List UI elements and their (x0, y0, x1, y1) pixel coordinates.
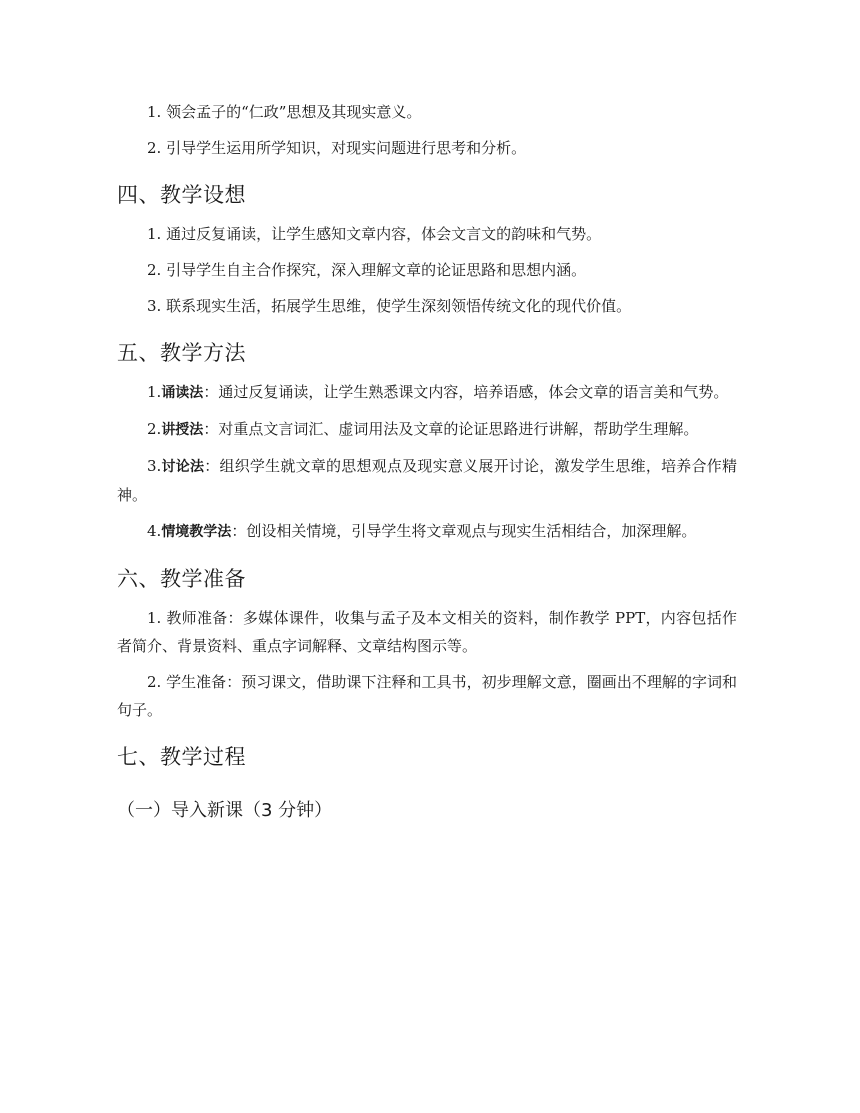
method-term: 讲授法 (161, 422, 204, 438)
method-term: 情境教学法 (161, 524, 232, 540)
preparation-item-1: 1. 教师准备：多媒体课件，收集与孟子及本文相关的资料，制作教学 PPT，内容包括作者简介、背景资料、重点字词解释、文章结构图示等。 (117, 609, 737, 655)
section-heading-teaching-methods: 五、教学方法 (117, 341, 246, 365)
document-content (117, 98, 737, 826)
concept-item-2: 2. 引导学生自主合作探究，深入理解文章的论证思路和思想内涵。 (147, 261, 587, 279)
method-num: 1. (147, 383, 162, 401)
method-text: ：对重点文言词汇、虚词用法及文章的论证思路进行讲解，帮助学生理解。 (203, 420, 699, 438)
method-item-2 (117, 415, 737, 444)
section-heading-teaching-preparation: 六、教学准备 (117, 567, 246, 591)
objective-item-2: 2. 引导学生运用所学知识，对现实问题进行思考和分析。 (147, 139, 527, 157)
method-num: 2. (147, 420, 162, 438)
method-item-3 (117, 452, 737, 509)
objective-item-1: 1. 领会孟子的“仁政”思想及其现实意义。 (147, 103, 422, 121)
method-term: 讨论法 (161, 459, 205, 475)
subsection-heading-introduction: （一）导入新课（3 分钟） (117, 800, 333, 821)
method-text: ：通过反复诵读，让学生熟悉课文内容，培养语感，体会文章的语言美和气势。 (203, 383, 729, 401)
section-heading-teaching-concept: 四、教学设想 (117, 183, 246, 207)
preparation-item-2: 2. 学生准备：预习课文，借助课下注释和工具书，初步理解文意，圈画出不理解的字词和句子。 (117, 673, 737, 719)
method-item-4 (117, 517, 737, 546)
concept-item-1: 1. 通过反复诵读，让学生感知文章内容，体会文言文的韵味和气势。 (147, 225, 602, 243)
method-num: 4. (147, 522, 162, 540)
method-text: ：创设相关情境，引导学生将文章观点与现实生活相结合，加深理解。 (231, 522, 697, 540)
section-heading-teaching-process: 七、教学过程 (117, 745, 246, 769)
method-term: 诵读法 (161, 385, 204, 401)
concept-item-3: 3. 联系现实生活，拓展学生思维，使学生深刻领悟传统文化的现代价值。 (147, 297, 632, 315)
method-num: 3. (147, 457, 162, 475)
method-item-1 (117, 378, 737, 407)
method-text: ：组织学生就文章的思想观点及现实意义展开讨论，激发学生思维，培养合作精神。 (117, 457, 737, 504)
